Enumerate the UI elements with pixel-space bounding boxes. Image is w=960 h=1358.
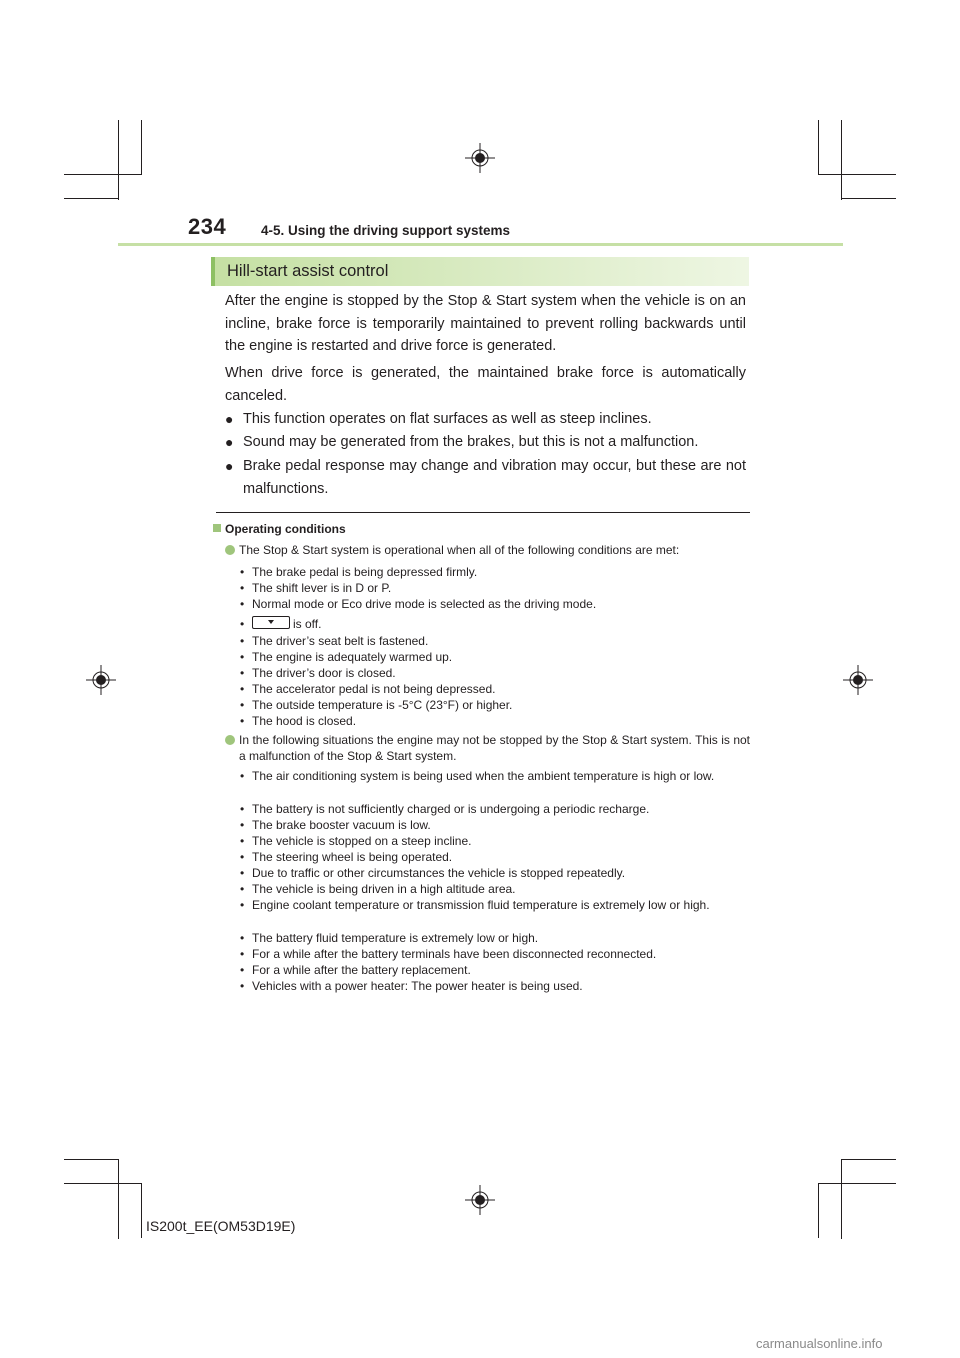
section-title: 4-5. Using the driving support systems (261, 223, 511, 238)
crop-mark (841, 1159, 896, 1160)
bullet-dot-icon: ● (225, 434, 234, 450)
note-item: The Stop & Start system is operational when all of the following conditions are met: (225, 543, 750, 559)
condition-item: • The accelerator pedal is not being depressed. (240, 682, 496, 696)
condition-item: • The outside temperature is -5°C (23°F) or higher. (240, 698, 513, 712)
bullet-item: ● Brake pedal response may change and vibration may occur, but these are not malfunctions. (225, 455, 746, 500)
bullet-item: ● This function operates on flat surfaces as well as steep inclines. (225, 408, 746, 431)
bullet-dot-icon: ● (225, 411, 234, 427)
situation-item: • The vehicle is stopped on a steep incline. (240, 834, 472, 848)
situation-item: • Due to traffic or other circumstances the vehicle is stopped repeatedly. (240, 866, 626, 880)
registration-mark-icon (843, 665, 873, 695)
registration-mark-icon (465, 1185, 495, 1215)
crop-mark (118, 1159, 119, 1239)
situation-item: • For a while after the battery replacement. (240, 963, 471, 977)
crop-mark (818, 120, 819, 175)
square-bullet-icon (213, 524, 221, 532)
crop-mark (64, 1183, 142, 1184)
notes-heading: Operating conditions (213, 522, 346, 536)
crop-mark (841, 198, 896, 199)
section-heading-box (211, 257, 749, 286)
situation-item: • Vehicles with a power heater: The power heater is being used. (240, 979, 583, 993)
crop-mark (141, 1183, 142, 1238)
registration-mark-icon (465, 143, 495, 173)
document-code: IS200t_EE(OM53D19E) (146, 1218, 296, 1234)
note-item: In the following situations the engine may not be stopped by the Stop & Start system. This is not a malfunction of the Stop & Start system. (225, 733, 750, 764)
situation-item: • Engine coolant temperature or transmission fluid temperature is extremely low or high. (240, 898, 710, 912)
condition-item: • The shift lever is in D or P. (240, 581, 392, 595)
crop-mark (141, 120, 142, 175)
condition-item: • The driver’s door is closed. (240, 666, 396, 680)
circle-bullet-icon (225, 735, 235, 745)
registration-mark-icon (86, 665, 116, 695)
condition-item: • The brake pedal is being depressed firmly. (240, 565, 478, 579)
crop-mark (841, 120, 842, 200)
situation-item: • The battery fluid temperature is extremely low or high. (240, 931, 539, 945)
situation-item: • The battery is not sufficiently charged or is undergoing a periodic recharge. (240, 802, 650, 816)
page-number: 234 (188, 214, 227, 239)
crop-mark (64, 1159, 119, 1160)
bullet-dot-icon: ● (225, 458, 234, 474)
condition-item: • The engine is adequately warmed up. (240, 650, 453, 664)
crop-mark (818, 174, 896, 175)
crop-mark (841, 1159, 842, 1239)
situation-item: • The steering wheel is being operated. (240, 850, 453, 864)
situation-item: • The air conditioning system is being used when the ambient temperature is high or low. (240, 769, 715, 783)
crop-mark (64, 198, 119, 199)
situation-item: • The brake booster vacuum is low. (240, 818, 431, 832)
crop-mark (64, 174, 142, 175)
crop-mark (818, 1183, 819, 1238)
section-heading: Hill-start assist control (227, 262, 389, 280)
vsc-off-switch-icon (252, 616, 290, 629)
bullet-item: ● Sound may be generated from the brakes, but this is not a malfunction. (225, 431, 746, 454)
condition-item: • The driver’s seat belt is fastened. (240, 634, 429, 648)
watermark: carmanualsonline.info (756, 1336, 883, 1351)
situation-item: • The vehicle is being driven in a high altitude area. (240, 882, 516, 896)
body-paragraph: When drive force is generated, the maintained brake force is automatically canceled. (225, 365, 746, 404)
crop-mark (818, 1183, 896, 1184)
notes-divider (216, 512, 750, 513)
body-paragraph: After the engine is stopped by the Stop & Start system when the vehicle is on an incline, brake force is temporarily maintained to prevent rolling backwards until the engine is restarted and drive force is generated. (225, 293, 746, 354)
header-rule (118, 243, 843, 246)
situation-item: • For a while after the battery terminals have been disconnected reconnected. (240, 947, 657, 961)
crop-mark (118, 120, 119, 200)
condition-item: • Normal mode or Eco drive mode is selected as the driving mode. (240, 597, 597, 611)
condition-item: • is off. (240, 617, 322, 631)
circle-bullet-icon (225, 545, 235, 555)
condition-item: • The hood is closed. (240, 714, 357, 728)
